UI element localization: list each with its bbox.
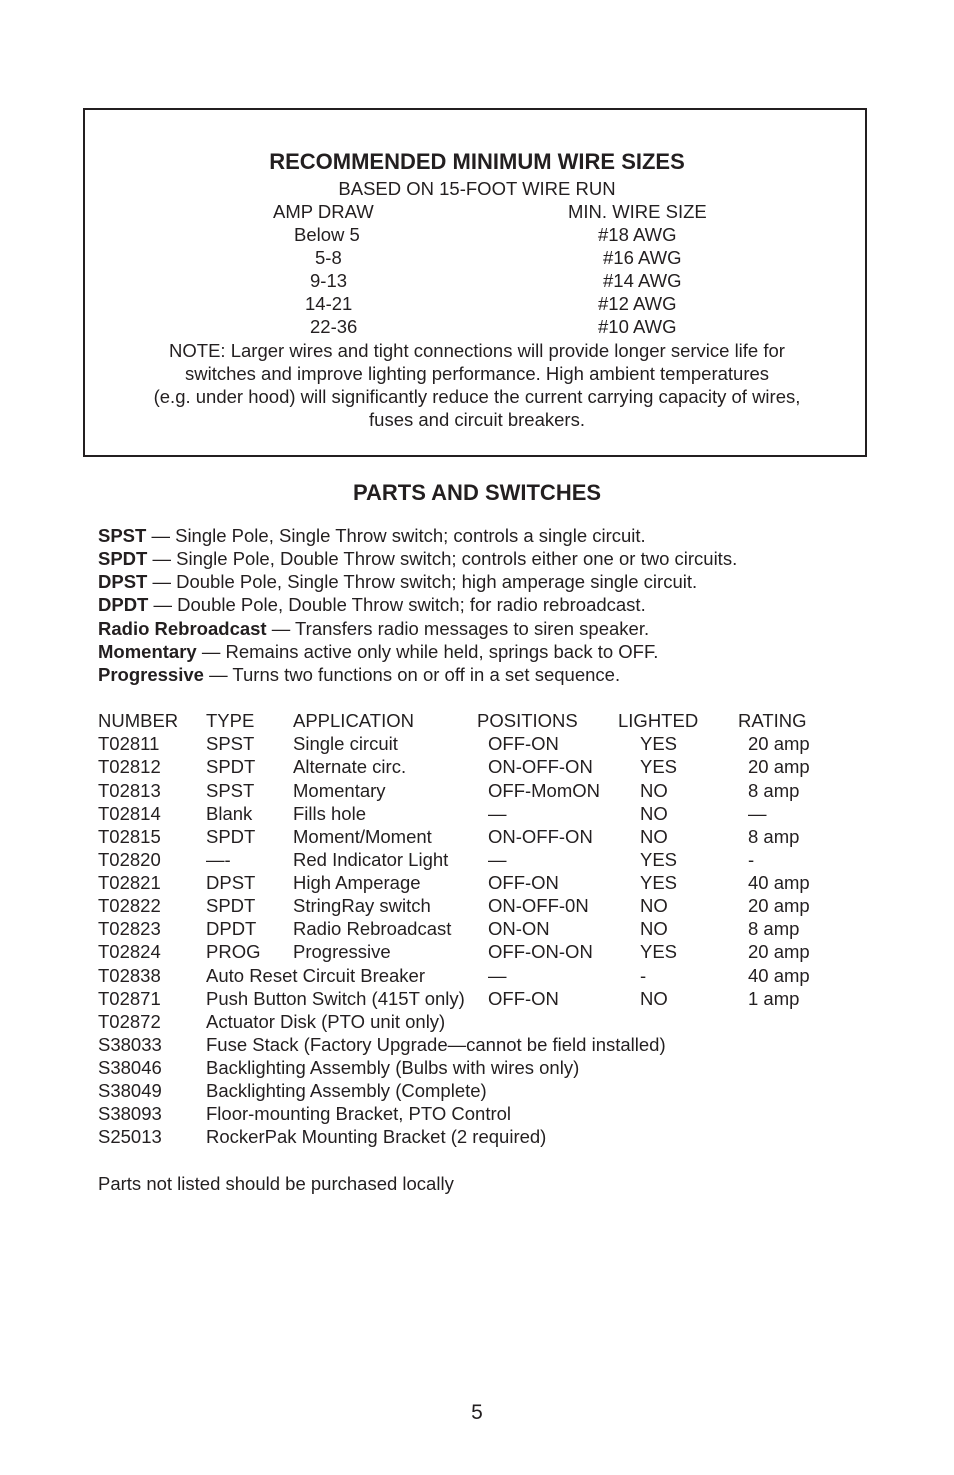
cell-positions: — (488, 803, 507, 824)
cell-number: S38049 (98, 1080, 162, 1101)
parts-title: PARTS AND SWITCHES (352, 480, 602, 505)
definition-dpdt: DPDT — Double Pole, Double Throw switch; for radio rebroadcast. (98, 594, 646, 615)
header-number: NUMBER (98, 710, 179, 731)
cell-type: SPST (206, 733, 255, 754)
cell-application: High Amperage (293, 872, 421, 893)
page-number: 5 (471, 1401, 483, 1424)
cell-number: T02813 (98, 780, 161, 801)
cell-lighted: NO (640, 803, 668, 824)
definition-radio-rebroadcast: Radio Rebroadcast — Transfers radio messages to siren speaker. (98, 618, 650, 639)
cell-lighted: YES (640, 756, 678, 777)
cell-application: Fills hole (293, 803, 366, 824)
cell-positions: OFF-ON-ON (488, 941, 593, 962)
cell-lighted: NO (640, 895, 668, 916)
cell-positions: OFF-ON (488, 872, 559, 893)
footer-note: Parts not listed should be purchased locally (98, 1173, 454, 1194)
cell-type: SPDT (206, 826, 256, 847)
amp-value: Below 5 (294, 224, 360, 245)
cell-number: T02811 (98, 733, 160, 754)
definition-momentary: Momentary — Remains active only while held, springs back to OFF. (98, 641, 659, 662)
cell-number: T02812 (98, 756, 161, 777)
cell-lighted: - (640, 965, 647, 986)
cell-application: Momentary (293, 780, 386, 801)
wire-value: #16 AWG (603, 247, 682, 268)
amp-value: 9-13 (310, 270, 348, 291)
cell-positions: OFF-ON (488, 988, 559, 1009)
wire-value: #14 AWG (603, 270, 682, 291)
cell-rating: 8 amp (748, 918, 800, 939)
cell-type: Blank (206, 803, 253, 824)
header-lighted: LIGHTED (618, 710, 699, 731)
wire-value: #10 AWG (598, 316, 677, 337)
cell-lighted: YES (640, 849, 678, 870)
wire-value: #12 AWG (598, 293, 677, 314)
definition-spdt: SPDT — Single Pole, Double Throw switch; controls either one or two circuits. (98, 548, 738, 569)
cell-rating: 1 amp (748, 988, 800, 1009)
cell-lighted: NO (640, 780, 668, 801)
definition-progressive: Progressive — Turns two functions on or off in a set sequence. (98, 664, 621, 685)
cell-positions: — (488, 965, 507, 986)
cell-number: S38093 (98, 1103, 162, 1124)
definition-dpst: DPST — Double Pole, Single Throw switch; high amperage single circuit. (98, 571, 698, 592)
cell-number: T02820 (98, 849, 161, 870)
cell-application: Alternate circ. (293, 756, 407, 777)
cell-positions: ON-OFF-ON (488, 756, 593, 777)
cell-number: T02815 (98, 826, 161, 847)
cell-application: Radio Rebroadcast (293, 918, 452, 939)
amp-value: 22-36 (310, 316, 358, 337)
cell-application: Progressive (293, 941, 391, 962)
wire-size-subtitle: BASED ON 15-FOOT WIRE RUN (338, 178, 616, 199)
cell-application: StringRay switch (293, 895, 431, 916)
cell-positions: ON-ON (488, 918, 550, 939)
header-application: APPLICATION (293, 710, 414, 731)
cell-number: T02814 (98, 803, 161, 824)
cell-number: T02824 (98, 941, 161, 962)
cell-number: T02822 (98, 895, 161, 916)
header-type: TYPE (206, 710, 255, 731)
cell-lighted: YES (640, 872, 678, 893)
cell-lighted: NO (640, 826, 668, 847)
wire-size-title: RECOMMENDED MINIMUM WIRE SIZES (269, 149, 685, 174)
cell-lighted: NO (640, 988, 668, 1009)
cell-rating: - (748, 849, 755, 870)
cell-application: Red Indicator Light (293, 849, 449, 870)
cell-rating: 20 amp (748, 895, 810, 916)
cell-type: DPST (206, 872, 256, 893)
cell-lighted: YES (640, 733, 678, 754)
cell-positions: — (488, 849, 507, 870)
cell-description: Push Button Switch (415T only) (206, 988, 465, 1009)
cell-positions: OFF-MomON (488, 780, 601, 801)
cell-description: RockerPak Mounting Bracket (2 required) (206, 1126, 547, 1147)
cell-description: Actuator Disk (PTO unit only) (206, 1011, 446, 1032)
note-line: NOTE: Larger wires and tight connections will provide longer service life for (169, 340, 785, 361)
amp-draw-header: AMP DRAW (273, 201, 374, 222)
cell-number: S38046 (98, 1057, 162, 1078)
cell-type: SPDT (206, 756, 256, 777)
note-line: fuses and circuit breakers. (369, 409, 585, 430)
cell-lighted: YES (640, 941, 678, 962)
note-line: switches and improve lighting performance. High ambient temperatures (184, 363, 770, 384)
cell-number: T02871 (98, 988, 161, 1009)
cell-positions: ON-OFF-ON (488, 826, 593, 847)
cell-positions: OFF-ON (488, 733, 559, 754)
definition-spst: SPST — Single Pole, Single Throw switch; controls a single circuit. (98, 525, 646, 546)
cell-number: S38033 (98, 1034, 162, 1055)
cell-number: T02872 (98, 1011, 161, 1032)
cell-description: Auto Reset Circuit Breaker (206, 965, 426, 986)
cell-description: Backlighting Assembly (Bulbs with wires only) (206, 1057, 580, 1078)
cell-rating: 40 amp (748, 965, 810, 986)
cell-description: Backlighting Assembly (Complete) (206, 1080, 487, 1101)
cell-rating: 8 amp (748, 780, 800, 801)
cell-number: T02838 (98, 965, 161, 986)
cell-rating: 20 amp (748, 733, 810, 754)
cell-type: SPDT (206, 895, 256, 916)
cell-rating: 40 amp (748, 872, 810, 893)
wire-size-header: MIN. WIRE SIZE (568, 201, 707, 222)
header-positions: POSITIONS (477, 710, 578, 731)
cell-description: Fuse Stack (Factory Upgrade—cannot be field installed) (206, 1034, 666, 1055)
cell-positions: ON-OFF-0N (488, 895, 589, 916)
cell-rating: 20 amp (748, 756, 810, 777)
cell-lighted: NO (640, 918, 668, 939)
cell-number: S25013 (98, 1126, 162, 1147)
wire-value: #18 AWG (598, 224, 677, 245)
note-line: (e.g. under hood) will significantly reduce the current carrying capacity of wires, (153, 386, 801, 407)
cell-type: DPDT (206, 918, 257, 939)
cell-rating: 20 amp (748, 941, 810, 962)
cell-type: —- (206, 849, 231, 870)
cell-number: T02823 (98, 918, 161, 939)
amp-value: 14-21 (305, 293, 353, 314)
cell-type: PROG (206, 941, 261, 962)
cell-description: Floor-mounting Bracket, PTO Control (206, 1103, 512, 1124)
cell-rating: 8 amp (748, 826, 800, 847)
amp-value: 5-8 (315, 247, 342, 268)
cell-rating: — (748, 803, 767, 824)
header-rating: RATING (738, 710, 807, 731)
cell-application: Moment/Moment (293, 826, 432, 847)
cell-application: Single circuit (293, 733, 398, 754)
cell-type: SPST (206, 780, 255, 801)
cell-number: T02821 (98, 872, 161, 893)
